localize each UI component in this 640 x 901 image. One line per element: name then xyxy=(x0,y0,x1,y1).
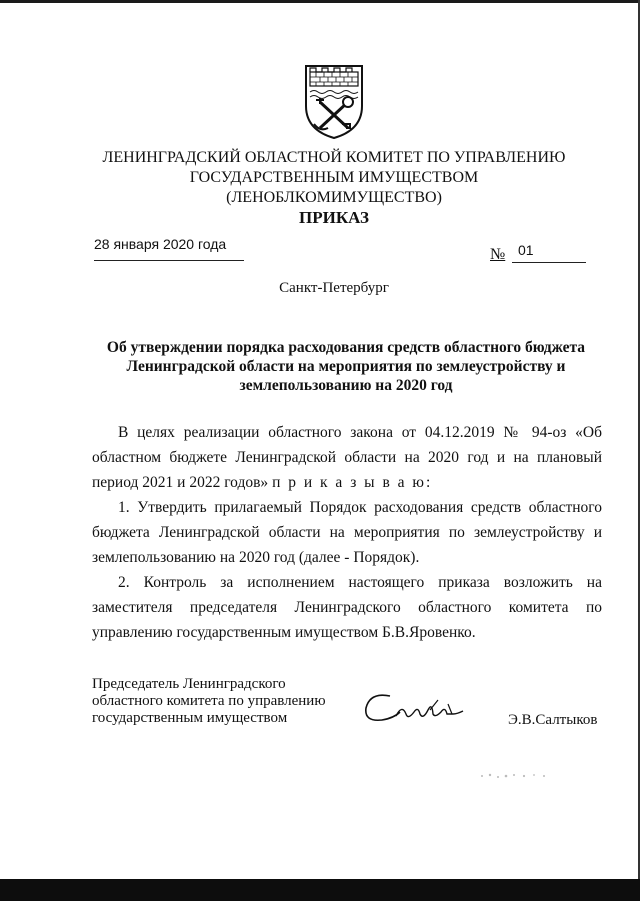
order-number: 01 xyxy=(512,242,586,263)
subject-line-3: землепользованию на 2020 год xyxy=(239,377,453,394)
item-2: 2. Контроль за исполнением настоящего приказа возложить на заместителя председателя Ленинградского областного комитета по управлению государственным имуществом Б.В.Яровенко. xyxy=(92,574,602,641)
org-line-2: ГОСУДАРСТВЕННЫМ ИМУЩЕСТВОМ xyxy=(189,169,479,186)
preamble-paragraph xyxy=(92,420,602,495)
signer-title-line-1: Председатель Ленинградского xyxy=(92,676,286,692)
subject-line-1: Об утверждении порядка расходования средств областного бюджета xyxy=(106,339,586,356)
order-date: 28 января 2020 года xyxy=(94,236,244,261)
signer-name: Э.В.Салтыков xyxy=(508,712,598,728)
scan-noise xyxy=(478,770,550,782)
subject-line-2: Ленинградской области на мероприятия по землеустройству и xyxy=(126,358,566,375)
org-line-3: (ЛЕНОБЛКОМИМУЩЕСТВО) xyxy=(226,189,442,206)
signer-title xyxy=(92,676,352,727)
document-type: ПРИКАЗ xyxy=(299,208,369,227)
item-1: 1. Утвердить прилагаемый Порядок расходования средств областного бюджета Ленинградской области на мероприятия по землеустройству и землепользованию на 2020 год (далее - Порядок). xyxy=(92,499,602,566)
preamble-text: В целях реализации областного закона от 04.12.2019 № 94-оз «Об областном бюджете Ленинградской области на 2020 год и на плановый период 2021 и 2022 годов» xyxy=(92,424,602,491)
signer-title-line-2: областного комитета по управлению xyxy=(92,693,326,709)
scan-edge-bottom xyxy=(0,879,640,901)
order-subject xyxy=(96,338,596,395)
organization-name xyxy=(0,148,640,208)
order-body xyxy=(92,420,602,645)
coat-of-arms-icon xyxy=(302,62,366,140)
scan-edge-top xyxy=(0,0,640,3)
number-label: № xyxy=(490,246,506,263)
handwritten-signature-icon xyxy=(360,690,470,730)
signer-title-line-3: государственным имуществом xyxy=(92,710,288,726)
city: Санкт-Петербург xyxy=(279,280,389,296)
order-word: п р и к а з ы в а ю: xyxy=(272,474,433,491)
org-line-1: ЛЕНИНГРАДСКИЙ ОБЛАСТНОЙ КОМИТЕТ ПО УПРАВЛЕНИЮ xyxy=(102,149,566,166)
